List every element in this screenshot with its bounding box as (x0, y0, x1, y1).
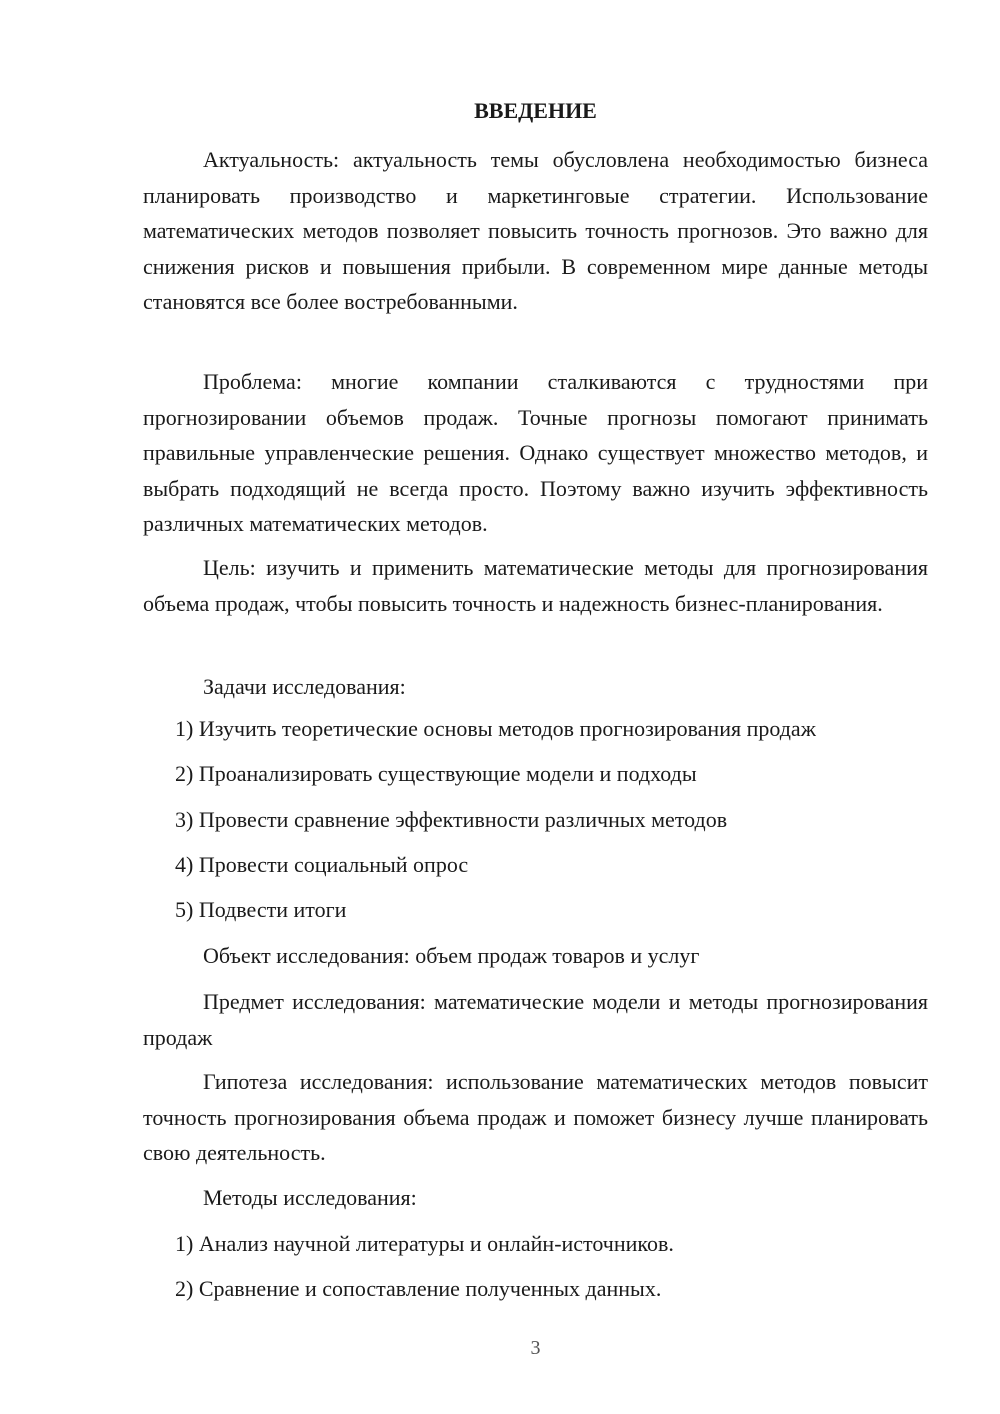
page-number: 3 (530, 1337, 541, 1359)
object-paragraph: Объект исследования: объем продаж товаров и услуг (203, 943, 700, 968)
problem-paragraph: Проблема: многие компании сталкиваются с трудностями при прогнозировании объемов продаж. Точные прогнозы помогают принимать правильные управленческие решения. Однако существует множество методов, и выбрать подходящий не всегда просто. Поэтому важно изучить эффективность различных математических методов. (143, 369, 928, 536)
method-item-1: 1) Анализ научной литературы и онлайн-источников. (175, 1231, 674, 1256)
subject-paragraph: Предмет исследования: математические модели и методы прогнозирования продаж (143, 989, 928, 1050)
task-item-5: 5) Подвести итоги (175, 897, 347, 922)
task-item-3: 3) Провести сравнение эффективности различных методов (175, 807, 728, 832)
hypothesis-paragraph: Гипотеза исследования: использование математических методов повысит точность прогнозирования объема продаж и поможет бизнесу лучше планировать свою деятельность. (143, 1069, 928, 1165)
tasks-heading: Задачи исследования: (203, 674, 406, 699)
method-item-2: 2) Сравнение и сопоставление полученных данных. (175, 1276, 662, 1301)
task-item-1: 1) Изучить теоретические основы методов прогнозирования продаж (175, 716, 816, 741)
relevance-paragraph: Актуальность: актуальность темы обусловлена необходимостью бизнеса планировать производство и маркетинговые стратегии. Использование математических методов позволяет повысить точность прогнозов. Это важно для снижения рисков и повышения прибыли. В современном мире данные методы становятся все более востребованными. (143, 147, 928, 314)
goal-paragraph: Цель: изучить и применить математические методы для прогнозирования объема продаж, чтобы повысить точность и надежность бизнес-планирования. (143, 555, 928, 616)
methods-heading: Методы исследования: (203, 1185, 417, 1210)
task-item-2: 2) Проанализировать существующие модели и подходы (175, 761, 697, 786)
task-item-4: 4) Провести социальный опрос (175, 852, 469, 877)
page-title: ВВЕДЕНИЕ (474, 98, 597, 123)
